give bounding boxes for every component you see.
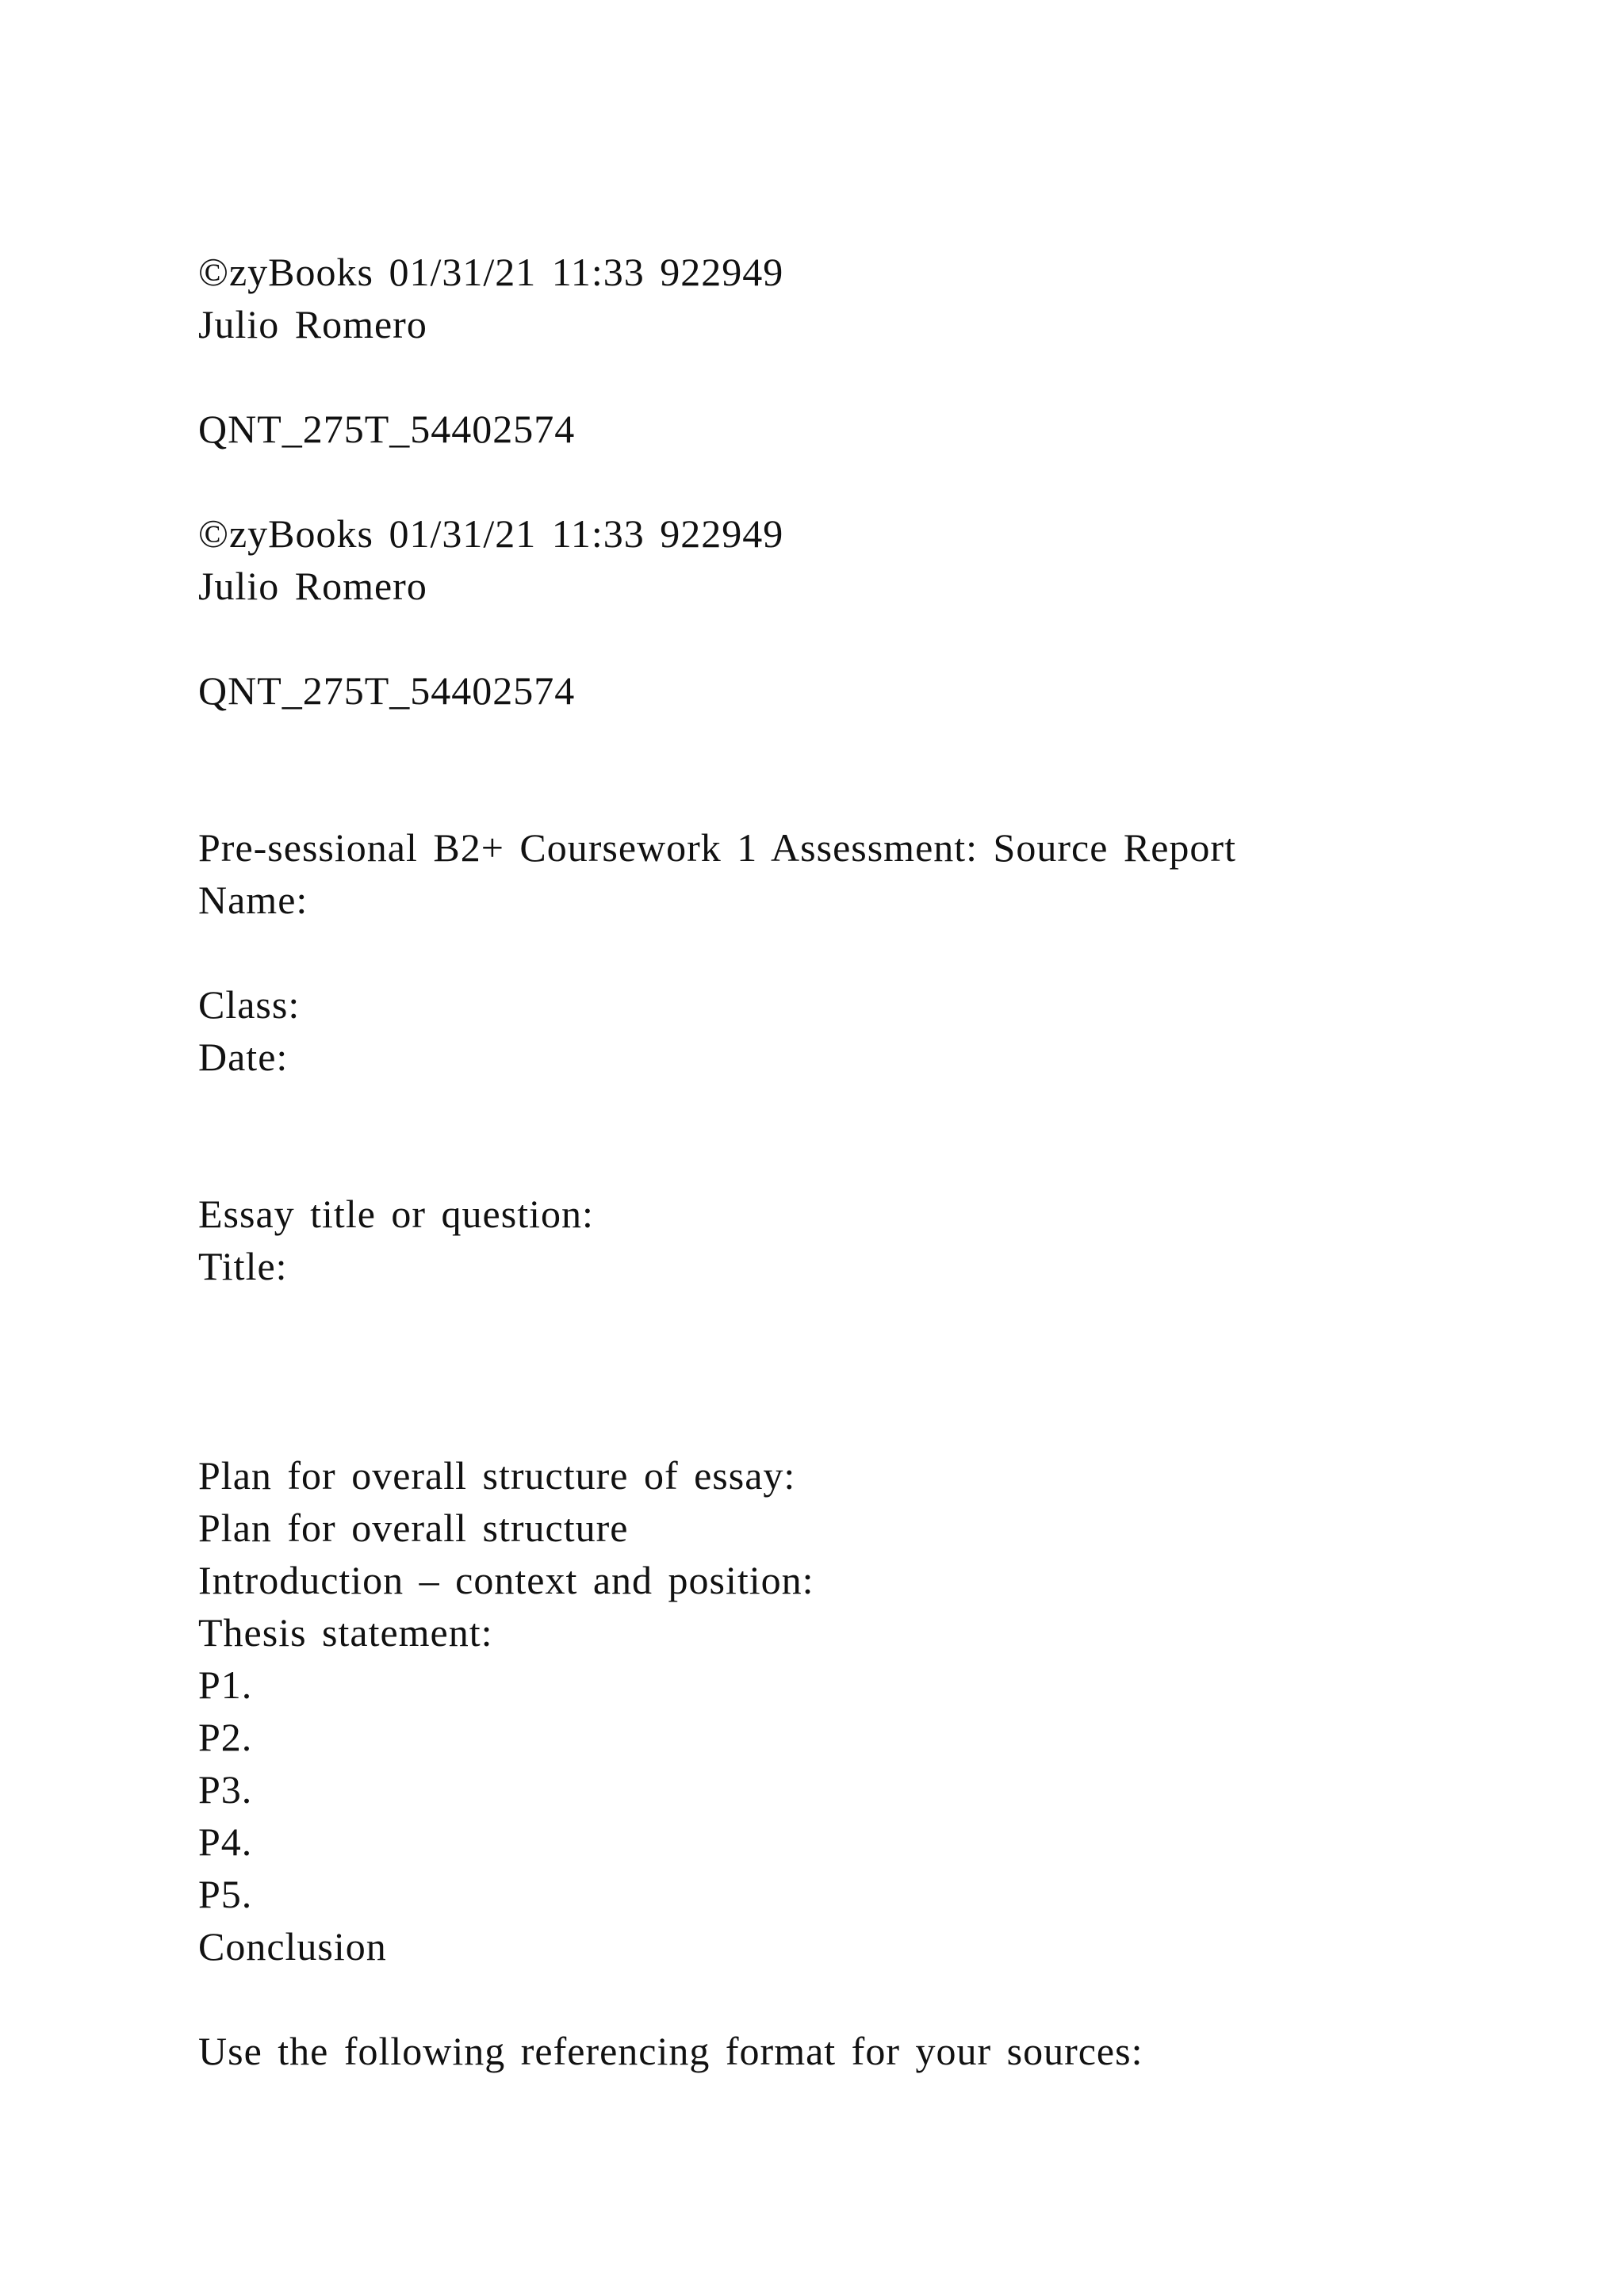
essay-prompt-label: Essay title or question: [198,1192,594,1236]
student-name-1: Julio Romero [198,302,427,346]
document-heading: Pre-sessional B2+ Coursework 1 Assessment: Source Report [198,825,1236,870]
paragraph-item: P1. [198,1663,253,1707]
date-label: Date: [198,1035,289,1079]
plan-heading: Plan for overall structure of essay: [198,1453,796,1498]
student-name-2: Julio Romero [198,564,427,608]
name-label: Name: [198,878,308,922]
paragraph-item: P3. [198,1767,253,1812]
conclusion-label: Conclusion [198,1924,387,1969]
course-id-1: QNT_275T_54402574 [198,407,576,451]
paragraph-item: P5. [198,1872,253,1916]
thesis-label: Thesis statement: [198,1610,493,1655]
referencing-note: Use the following referencing format for your sources: [198,2029,1143,2073]
paragraph-item: P2. [198,1715,253,1759]
zybooks-stamp-2: ©zyBooks 01/31/21 11:33 922949 [198,511,784,556]
course-id-2: QNT_275T_54402574 [198,668,576,713]
paragraph-item: P4. [198,1820,253,1864]
class-label: Class: [198,982,301,1027]
plan-subheading: Plan for overall structure [198,1506,629,1550]
essay-title-label: Title: [198,1244,288,1288]
zybooks-stamp-1: ©zyBooks 01/31/21 11:33 922949 [198,250,784,294]
introduction-label: Introduction – context and position: [198,1558,814,1602]
